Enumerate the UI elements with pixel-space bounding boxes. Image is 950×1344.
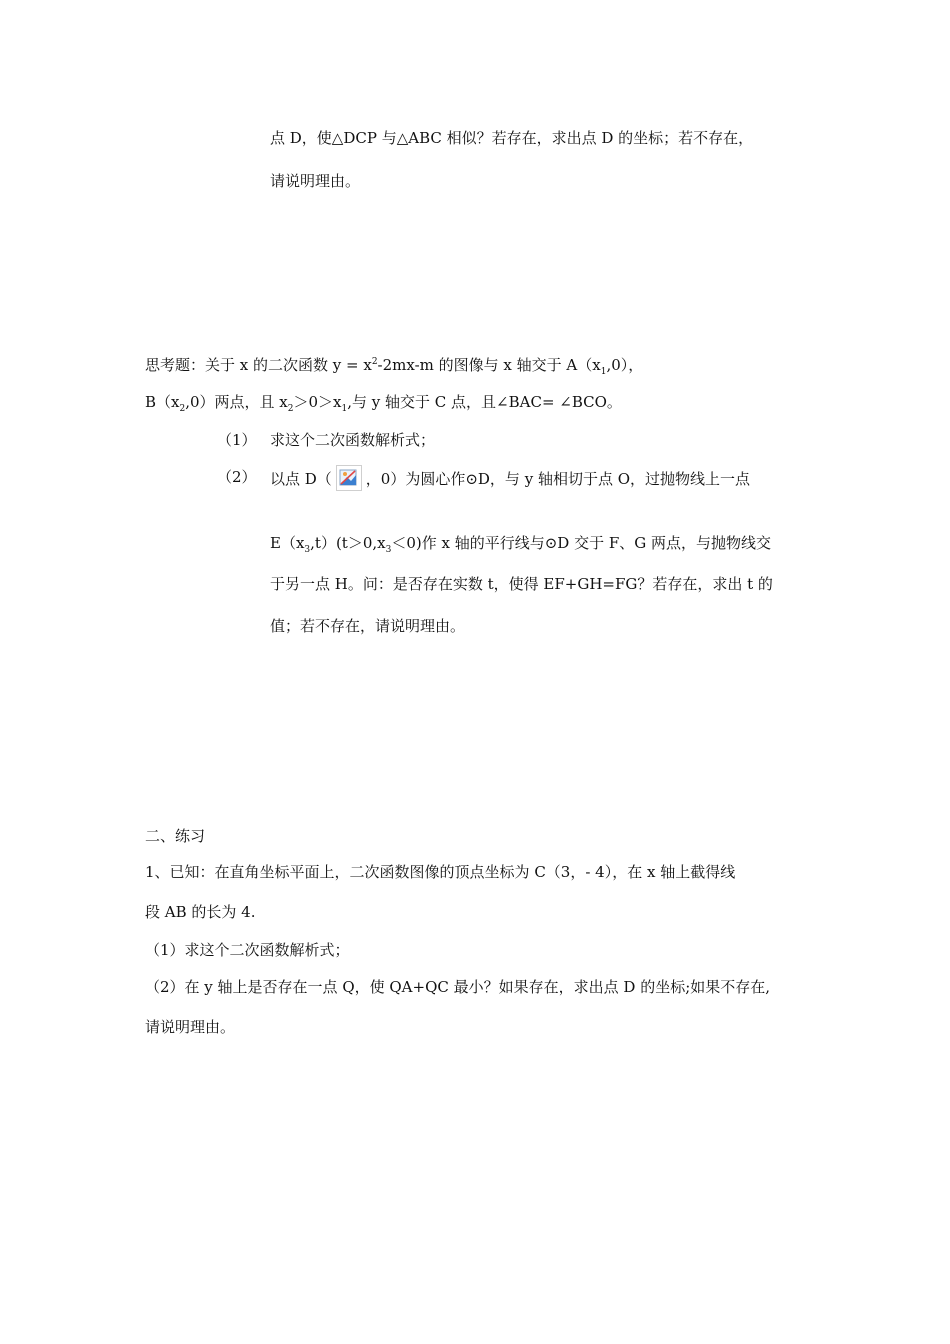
prev-text-line-1: 点 D，使△DCP 与△ABC 相似？若存在，求出点 D 的坐标；若不存在， [270,129,754,147]
practice-1-question-2: （2）在 y 轴上是否存在一点 Q，使 QA+QC 最小？如果存在，求出点 D 的坐标;如果不存在, [145,978,771,996]
question-2-line-2: $E(x_3,t)(t>0,x_3<0)$作 x 轴的平行线与⊙D 交于 F、G 两点，与抛物线交 [270,534,772,555]
broken-image-icon [336,465,362,491]
section-heading-practice: 二、练习 [145,827,206,845]
practice-1-question-2-line-2: 请说明理由。 [145,1018,236,1036]
think-intro-line-1: 思考题：关于 x 的二次函数 $y = x^2-2mx-m$ 的图像与 x 轴交于 $A(x_1,0)$， [145,356,644,377]
question-2-line-4: 值；若不存在，请说明理由。 [270,617,466,635]
question-2-line-1: 以点 D（ ，0）为圆心作⊙D，与 y 轴相切于点 O，过抛物线上一点 [270,467,750,493]
prev-text-line-2: 请说明理由。 [270,172,361,190]
question-1-text: 求这个二次函数解析式； [270,431,436,449]
question-1-number: （1） [217,431,257,449]
think-intro-line-2: $B(x_2,0)$两点，且 $x_2>0>x_1$,与 y 轴交于 C 点，且∠BAC= ∠BCO。 [145,393,622,414]
practice-1-question-1: （1）求这个二次函数解析式； [145,941,350,959]
practice-1-line-1: 1、已知：在直角坐标平面上，二次函数图像的顶点坐标为 C（3，- 4），在 x 轴上截得线 [145,863,736,881]
practice-1-line-2: 段 AB 的长为 4. [145,903,256,921]
question-2-line-3: 于另一点 H。问：是否存在实数 t，使得 EF+GH=FG？若存在，求出 t 的 [270,575,773,593]
question-2-number: （2） [217,468,257,486]
